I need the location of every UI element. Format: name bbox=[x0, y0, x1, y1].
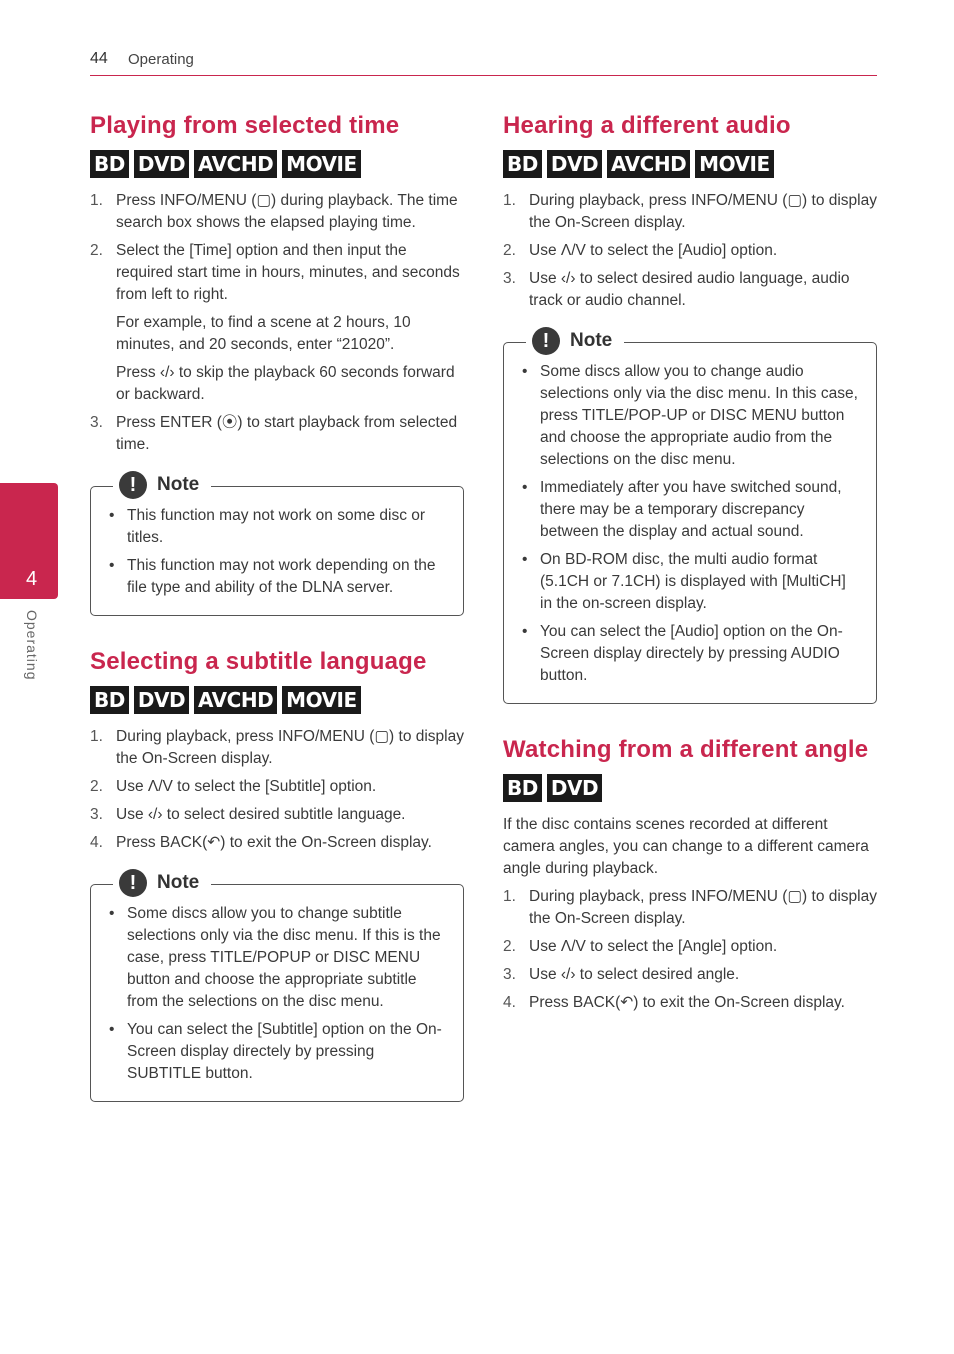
note-item: • This function may not work depending on the file type and ability of the DLNA server. bbox=[107, 555, 449, 599]
note-item: • Some discs allow you to change audio selections only via the disc menu. In this case, press TITLE/POP-UP or DISC MENU button and choose the appropriate audio from the selections on the disc menu. bbox=[520, 361, 862, 471]
step-item: 1. During playback, press INFO/MENU (▢) to display the On-Screen display. bbox=[503, 888, 877, 927]
chapter-label: Operating bbox=[24, 610, 40, 681]
note-box bbox=[90, 473, 464, 616]
note-box bbox=[90, 871, 464, 1102]
section-title-playing-time: Playing from selected time bbox=[90, 112, 400, 139]
step-item: 3. Use ‹/› to select desired angle. bbox=[503, 966, 740, 983]
step-item: 2. Select the [Time] option and then input the required start time in hours, minutes, and seconds from left to right. For example, to find a scene at 2 hours, 10 minutes, and 20 seconds, enter “21020”. Press ‹/› to skip the playback 60 seconds forward or backward. bbox=[90, 240, 464, 406]
exclamation-icon: ! bbox=[119, 869, 147, 897]
step-item: 1. Press INFO/MENU (▢) during playback. The time search box shows the elapsed playing time. bbox=[90, 192, 458, 231]
step-item: 2. Use Λ/V to select the [Audio] option. bbox=[503, 242, 778, 259]
section-title-audio: Hearing a different audio bbox=[503, 112, 791, 139]
avchd-badge: AVCHD bbox=[194, 686, 277, 714]
step-item: 3. Use ‹/› to select desired subtitle language. bbox=[90, 806, 406, 823]
dvd-badge: DVD bbox=[134, 686, 189, 714]
steps-list bbox=[503, 190, 877, 312]
movie-badge: MOVIE bbox=[282, 150, 360, 178]
left-column bbox=[90, 110, 464, 1102]
step-item: 3. Press ENTER (⦿) to start playback from selected time. bbox=[90, 414, 458, 453]
exclamation-icon: ! bbox=[532, 327, 560, 355]
dvd-badge: DVD bbox=[547, 774, 602, 802]
steps-list bbox=[90, 190, 464, 456]
note-item: • Some discs allow you to change subtitle selections only via the disc menu. If this is the case, press TITLE/POPUP or DISC MENU button and choose the appropriate subtitle from the selections on the disc menu. bbox=[107, 903, 449, 1013]
dvd-badge: DVD bbox=[547, 150, 602, 178]
step-item: 1. During playback, press INFO/MENU (▢) to display the On-Screen display. bbox=[90, 728, 464, 767]
note-header bbox=[113, 869, 211, 897]
page-number: 44 bbox=[90, 50, 108, 67]
note-item: • This function may not work on some disc or titles. bbox=[107, 505, 449, 549]
section-title-subtitle: Selecting a subtitle language bbox=[90, 648, 427, 675]
note-header bbox=[113, 471, 211, 499]
section-title-angle: Watching from a different angle bbox=[503, 736, 869, 763]
avchd-badge: AVCHD bbox=[607, 150, 690, 178]
disc-badges bbox=[90, 150, 464, 178]
disc-badges bbox=[90, 686, 464, 714]
movie-badge: MOVIE bbox=[695, 150, 773, 178]
note-item: • You can select the [Subtitle] option on the On-Screen display directely by pressing SUBTITLE button. bbox=[107, 1019, 449, 1085]
bd-badge: BD bbox=[90, 686, 129, 714]
note-item: • Immediately after you have switched sound, there may be a temporary discrepancy between the display and actual sound. bbox=[520, 477, 862, 543]
note-box bbox=[503, 329, 877, 704]
steps-list bbox=[503, 886, 877, 1014]
bd-badge: BD bbox=[503, 150, 542, 178]
note-title: Note bbox=[157, 872, 200, 893]
step-item: 2. Use Λ/V to select the [Angle] option. bbox=[503, 938, 778, 955]
note-item: • You can select the [Audio] option on the On-Screen display directely by pressing AUDIO button. bbox=[520, 621, 862, 687]
disc-badges bbox=[503, 774, 877, 802]
bd-badge: BD bbox=[90, 150, 129, 178]
section-intro: If the disc contains scenes recorded at different camera angles, you can change to a different camera angle during playback. bbox=[503, 816, 869, 877]
note-header bbox=[526, 327, 624, 355]
note-item: • On BD-ROM disc, the multi audio format (5.1CH or 7.1CH) is displayed with [MultiCH] in the on-screen display. bbox=[520, 549, 862, 615]
step-item: 4. Press BACK(↶) to exit the On-Screen display. bbox=[503, 994, 845, 1011]
step-item: 1. During playback, press INFO/MENU (▢) to display the On-Screen display. bbox=[503, 192, 877, 231]
movie-badge: MOVIE bbox=[282, 686, 360, 714]
step-item: 3. Use ‹/› to select desired audio language, audio track or audio channel. bbox=[503, 270, 850, 309]
chapter-number: 4 bbox=[26, 568, 38, 590]
disc-badges bbox=[503, 150, 877, 178]
avchd-badge: AVCHD bbox=[194, 150, 277, 178]
step-extra: Press ‹/› to skip the playback 60 seconds forward or backward. bbox=[116, 364, 455, 403]
page-header bbox=[90, 48, 877, 76]
exclamation-icon: ! bbox=[119, 471, 147, 499]
note-title: Note bbox=[570, 330, 613, 351]
step-item: 4. Press BACK(↶) to exit the On-Screen display. bbox=[90, 834, 432, 851]
bd-badge: BD bbox=[503, 774, 542, 802]
steps-list bbox=[90, 726, 464, 854]
step-item: 2. Use Λ/V to select the [Subtitle] option. bbox=[90, 778, 377, 795]
step-extra: For example, to find a scene at 2 hours, 10 minutes, and 20 seconds, enter “21020”. bbox=[116, 314, 411, 353]
dvd-badge: DVD bbox=[134, 150, 189, 178]
note-title: Note bbox=[157, 474, 200, 495]
right-column bbox=[503, 110, 877, 1020]
header-section: Operating bbox=[128, 51, 194, 68]
